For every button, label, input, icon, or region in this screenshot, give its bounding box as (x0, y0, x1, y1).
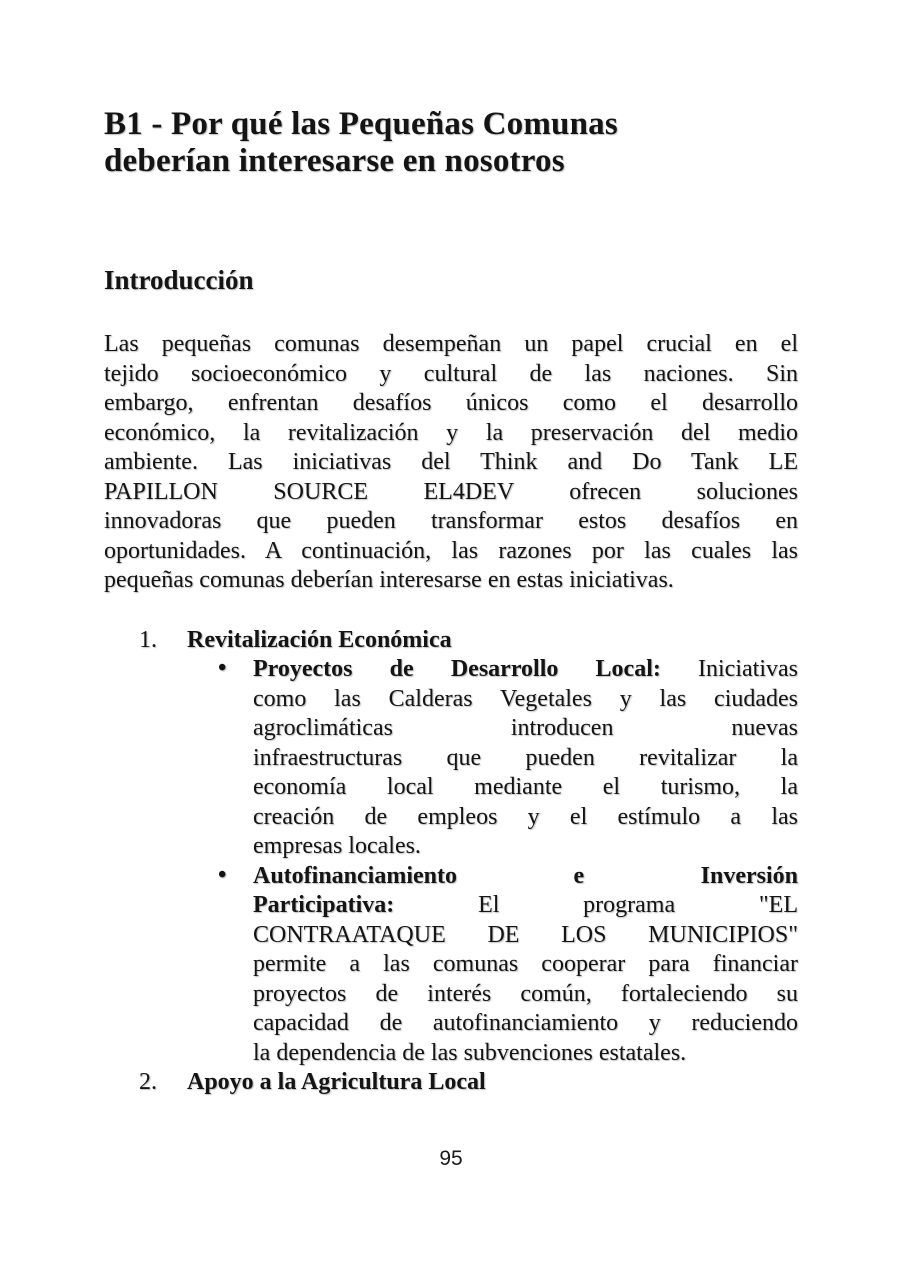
text-line: economía local mediante el turismo, la (253, 774, 798, 800)
text-line: innovadoras que pueden transformar estos desafíos en (104, 508, 798, 534)
text-line: la dependencia de las subvenciones estatales. (253, 1039, 687, 1066)
text-line: Autofinanciamiento e Inversión (253, 862, 798, 889)
text-line: agroclimáticas introducen nuevas (253, 715, 798, 741)
bullet-item-autofinanciamiento-inversion (104, 862, 798, 1069)
text-line: infraestructuras que pueden revitalizar la (253, 744, 798, 771)
text-line: Proyectos de Desarrollo Local: Iniciativas (253, 656, 798, 682)
bullet-marker: • (218, 655, 227, 681)
numbered-list (104, 626, 798, 1098)
bullet-text (253, 655, 798, 862)
text-line: B1 - Por qué las Pequeñas Comunas (104, 106, 618, 142)
list-item-revitalizacion-economica (104, 626, 798, 1069)
text-line: capacidad de autofinanciamiento y reduciendo (253, 1010, 798, 1036)
bullet-marker: • (218, 861, 227, 888)
text-line: creación de empleos y el estímulo a las (253, 803, 798, 830)
page-number: 95 (439, 1146, 463, 1170)
page-title (104, 106, 798, 180)
text-line: proyectos de interés común, fortaleciendo su (253, 980, 798, 1007)
text-line: económico, la revitalización y la preservación del medio (104, 419, 798, 446)
bullet-text (253, 862, 798, 1069)
text-line: Las pequeñas comunas desempeñan un papel crucial en el (104, 331, 798, 357)
list-item-number: 2. (139, 1069, 157, 1095)
text-line: deberían interesarse en nosotros (104, 143, 565, 179)
text-line: pequeñas comunas deberían interesarse en estas iniciativas. (104, 567, 674, 593)
list-item-number: 1. (139, 626, 157, 653)
section-heading-introduccion: Introducción (104, 265, 254, 295)
text-line: CONTRAATAQUE DE LOS MUNICIPIOS" (253, 921, 798, 948)
text-line: PAPILLON SOURCE EL4DEV ofrecen soluciones (104, 478, 798, 505)
text-line: ambiente. Las iniciativas del Think and Do Tank LE (104, 449, 798, 475)
list-item-label: Revitalización Económica (187, 626, 452, 653)
text-line: tejido socioeconómico y cultural de las naciones. Sin (104, 360, 798, 387)
intro-paragraph (104, 330, 798, 596)
text-line: oportunidades. A continuación, las razones por las cuales las (104, 537, 798, 564)
text-line: empresas locales. (253, 833, 421, 859)
text-line: como las Calderas Vegetales y las ciudades (253, 685, 798, 712)
list-item-label: Apoyo a la Agricultura Local (187, 1069, 486, 1095)
text-line: embargo, enfrentan desafíos únicos como el desarrollo (104, 390, 798, 416)
list-item-apoyo-agricultura-local (104, 1068, 798, 1098)
text-line: permite a las comunas cooperar para financiar (253, 951, 798, 977)
bullet-item-proyectos-desarrollo-local (104, 655, 798, 862)
text-line: Participativa: El programa "EL (253, 892, 798, 918)
